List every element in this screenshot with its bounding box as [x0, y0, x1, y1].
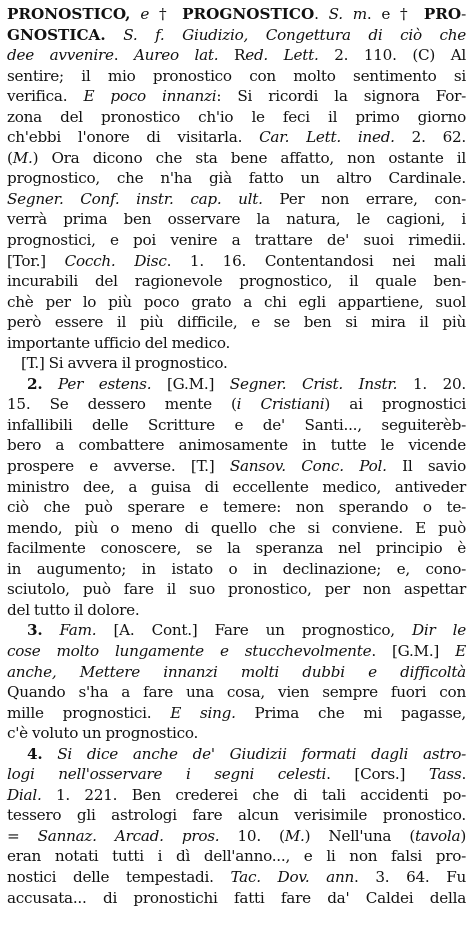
- text-line: [Tor.] Cocch. Disc. 1. 16. Contentandosi nei mali: [7, 251, 466, 270]
- text-line: sentire; il mio pronostico con molto sentimento si: [7, 66, 466, 85]
- text-line: chè per lo più poco grato a chi egli appartiene, suol: [7, 292, 466, 311]
- text-line: prospere e avverse. [T.] Sansov. Conc. Pol. Il savio: [7, 457, 466, 476]
- italic-text: E: [439, 641, 467, 660]
- text-line: facilmente conoscere, se la speranza nel principio è: [7, 539, 466, 558]
- italic-text: S. m: [328, 5, 367, 23]
- text-line: nostici delle tempestadi. Tac. Dov. ann. 3. 64. Fu: [7, 867, 467, 886]
- text-line: importante ufficio del medico.: [7, 333, 231, 352]
- italic-text: tavola: [415, 826, 461, 845]
- italic-text: Sansov. Conc. Pol.: [229, 457, 387, 476]
- text-line: però essere il più difficile, e se ben si mira il più: [7, 313, 466, 332]
- italic-text: i Cristiani: [236, 395, 325, 414]
- headword: PROGNOSTICO: [182, 5, 315, 23]
- text-line: verifica. E poco innanzi: Si ricordi la signora For-: [7, 87, 467, 106]
- italic-text: cose molto lungamente e stucchevolmente: [7, 641, 372, 660]
- text-line: [7, 662, 466, 683]
- sense-number: 3.: [27, 621, 43, 640]
- text-line: in augumento; in istato o in declinazione; e, cono-: [7, 559, 466, 578]
- text-line: [7, 25, 466, 46]
- text-line: bero a combattere animosamente in tutte le vicende: [7, 436, 466, 455]
- text-line: [T.] Si avvera il prognostico.: [21, 354, 228, 373]
- text-line: (M.) Ora dicono che sta bene affatto, non ostante il: [7, 148, 466, 167]
- text-line: 15. Se dessero mente (i Cristiani) ai prognostici: [7, 395, 467, 414]
- text-line: logi nell'osservare i segni celesti. [Cors.] Tass.: [7, 765, 467, 784]
- headword: PRONOSTICO,: [7, 5, 131, 23]
- text-line: Segner. Conf. instr. cap. ult. Per non errare, con-: [7, 189, 466, 208]
- text-line: ciò che può sperare e temere: non sperando o te-: [7, 498, 466, 517]
- text-line: 2. Per estens. [G.M.] Segner. Crist. Instr. 1. 20.: [27, 374, 467, 393]
- text-line: tessero gli astrologi fare alcun verisimile pronostico.: [7, 806, 466, 825]
- italic-text: Segner. Conf. instr. cap. ult.: [7, 189, 263, 208]
- italic-text: M.: [12, 148, 33, 167]
- italic-text: Segner. Crist. Instr.: [229, 374, 398, 393]
- text-line: sciutolo, può fare il suo pronostico, per non aspettar: [7, 580, 466, 599]
- italic-text: ed. Lett.: [245, 46, 319, 65]
- italic-text: Sannaz. Arcad. pros.: [37, 826, 220, 845]
- text-line: zona del pronostico ch'io le feci il primo giorno: [7, 107, 466, 126]
- text-line: prognostico, che n'ha già fatto un altro Cardinale.: [7, 169, 466, 188]
- text-line: mendo, più o meno di quello che si conviene. E può: [7, 518, 466, 537]
- italic-text: E sing.: [170, 703, 236, 722]
- text-line: prognostici, e poi venire a trattare de' suoi rimedii.: [7, 231, 466, 250]
- text-line: accusata... di pronostichi fatti fare da' Caldei della: [7, 888, 466, 907]
- italic-text: Dial.: [7, 785, 42, 804]
- text-line: c'è voluto un prognostico.: [7, 724, 199, 743]
- italic-text: Tac. Dov. ann: [230, 867, 355, 886]
- sense-number: 2.: [27, 374, 43, 393]
- text-line: del tutto il dolore.: [7, 600, 140, 619]
- italic-text: S. f.: [123, 25, 165, 44]
- italic-text: Aureo lat.: [133, 46, 219, 65]
- text-line: verrà prima ben osservare la natura, le cagioni, i: [7, 210, 466, 229]
- text-line: cose molto lungamente e stucchevolmente. [G.M.] E: [7, 641, 467, 660]
- sense-number: 4.: [27, 744, 43, 763]
- text-line: incurabili del ragionevole prognostico, il quale ben-: [7, 272, 466, 291]
- italic-text: Giudizio, Congettura di ciò che: [182, 25, 467, 44]
- text-line: eran notati tutti i dì dell'anno..., e li non falsi pro-: [7, 847, 466, 866]
- text-line: = Sannaz. Arcad. pros. 10. (M.) Nell'una (tavola): [7, 826, 466, 845]
- text-line: dee avvenire. Aureo lat. Red. Lett. 2. 110. (C) Al: [7, 46, 467, 65]
- italic-text: e: [140, 5, 150, 23]
- text-line: Quando s'ha a fare una cosa, vien sempre fuori con: [7, 683, 466, 702]
- italic-text: Per estens.: [58, 374, 152, 393]
- text-line: infallibili delle Scritture e de' Santi..., seguiterèb-: [7, 415, 466, 434]
- text-line: mille prognostici. E sing. Prima che mi pagasse,: [7, 703, 466, 722]
- italic-text: Cocch. Disc: [64, 251, 167, 270]
- italic-text: Dir le: [411, 621, 467, 640]
- italic-text: dee avvenire: [7, 46, 114, 65]
- italic-text: logi nell'osservare i segni celesti: [7, 765, 327, 784]
- text-line: ch'ebbi l'onore di visitarla. Car. Lett. ined. 2. 62.: [7, 128, 466, 147]
- text-line: Dial. 1. 221. Ben crederei che di tali accidenti po-: [7, 785, 466, 804]
- text-line: 3. Fam. [A. Cont.] Fare un prognostico, Dir le: [27, 621, 467, 640]
- text-line: ministro dee, a guisa di eccellente medico, antiveder: [7, 477, 466, 496]
- headword: GNOSTICA.: [7, 25, 106, 44]
- headword: PRO: [413, 5, 462, 23]
- italic-text: Tass: [405, 765, 462, 784]
- italic-text: anche, Mettere innanzi molti dubbi e difficoltà: [7, 662, 466, 681]
- italic-text: [371, 5, 381, 23]
- text-line: [7, 744, 466, 765]
- text-line: PRONOSTICO, e † PROGNOSTICO. S. m. e † PRO-: [7, 5, 466, 23]
- italic-text: Car. Lett. ined.: [259, 128, 395, 147]
- dictionary-entry-pronostico: [7, 4, 466, 908]
- italic-text: Fam.: [59, 621, 97, 640]
- italic-text: Si dice anche de' Giudizii formati dagli astro-: [57, 744, 466, 763]
- italic-text: M.: [284, 826, 305, 845]
- italic-text: E poco innanzi: [83, 87, 217, 106]
